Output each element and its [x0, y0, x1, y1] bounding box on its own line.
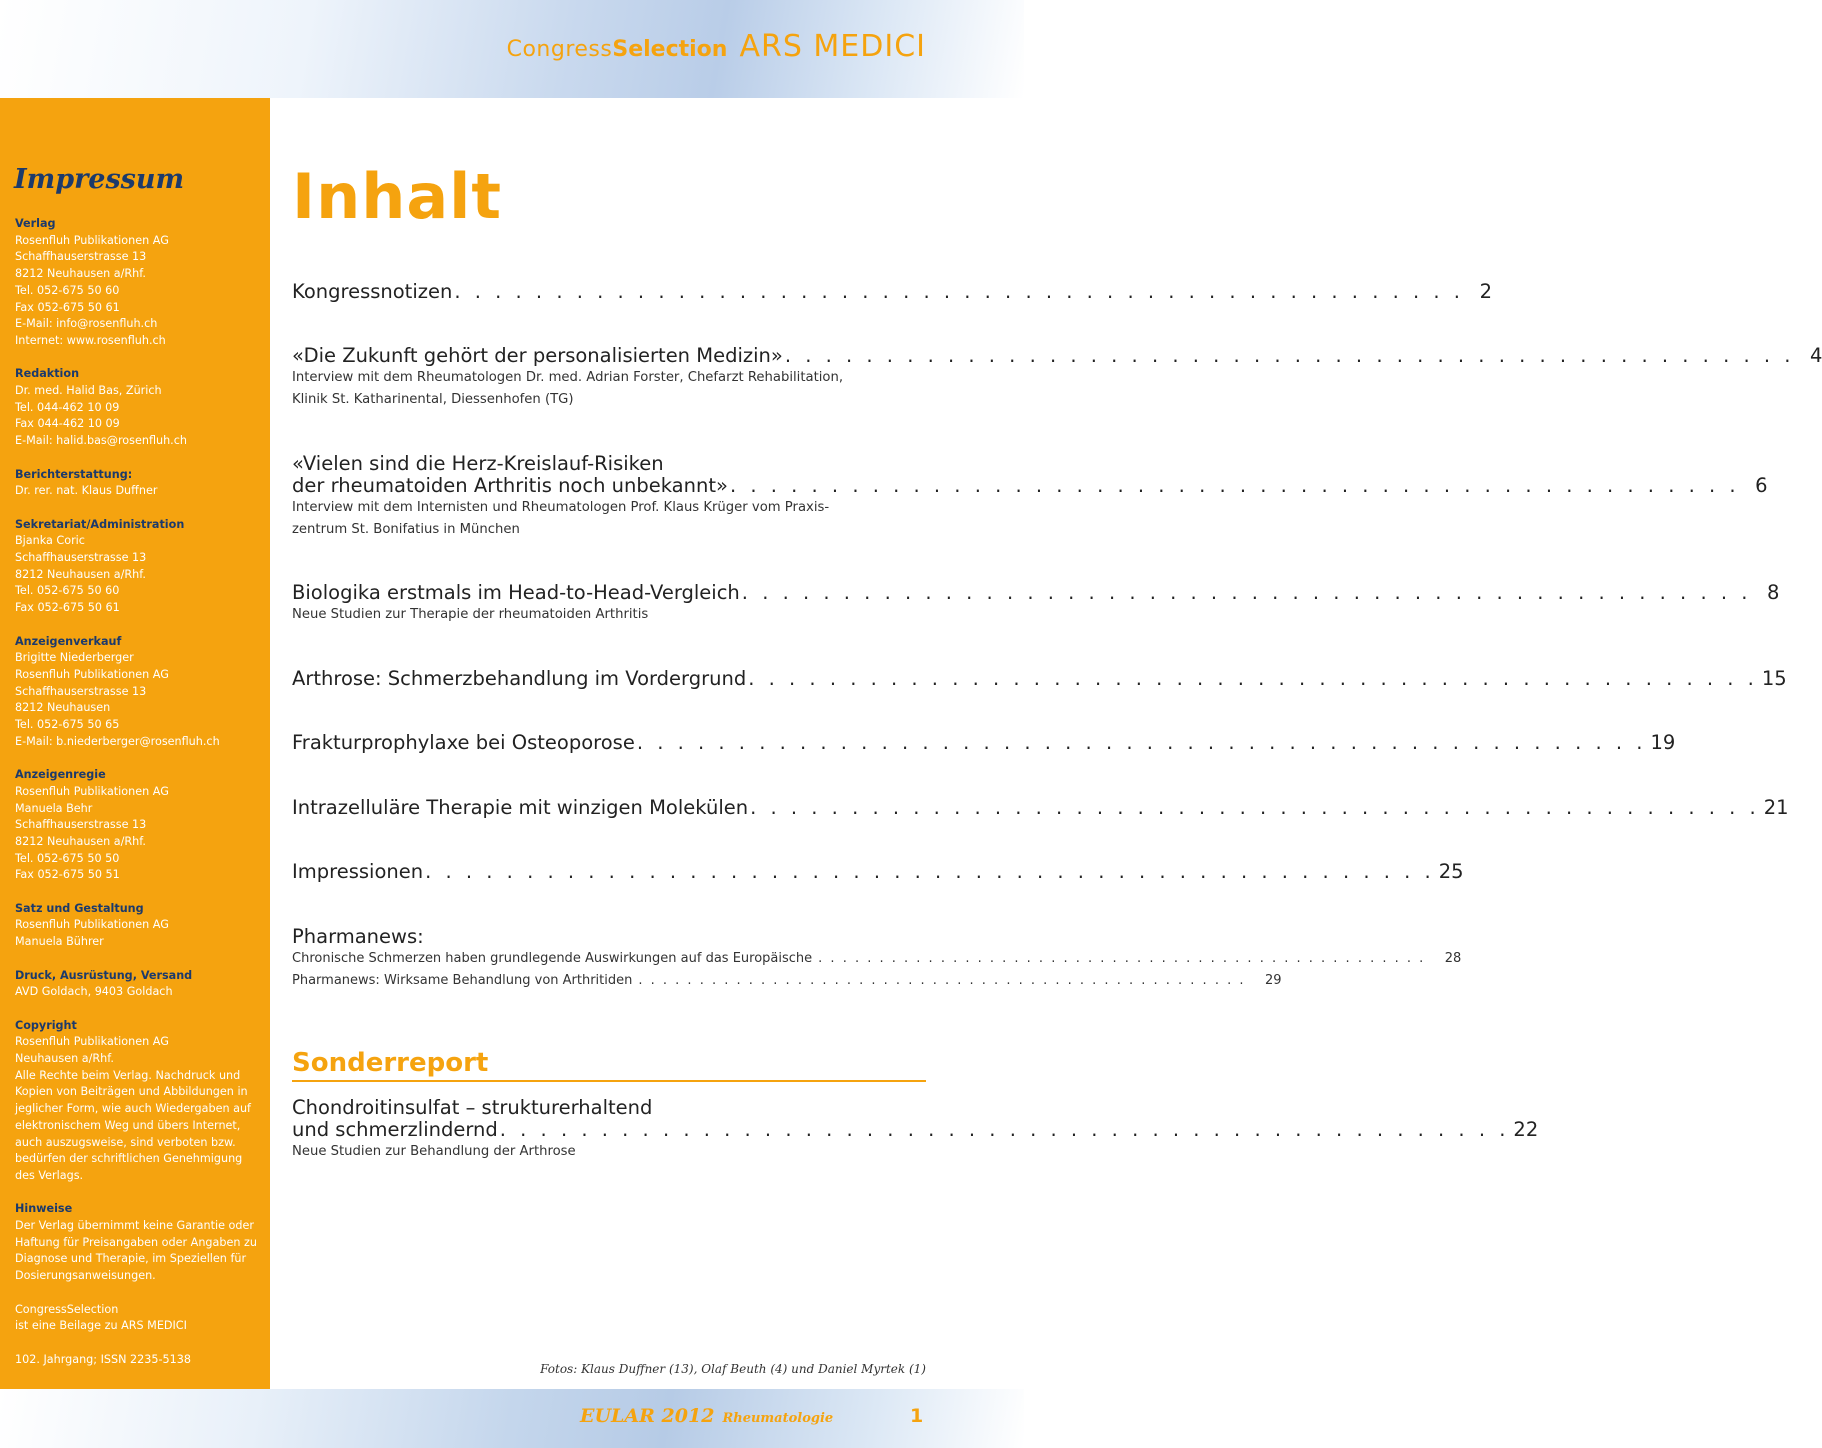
impressum-line: Brigitte Niederberger	[15, 651, 134, 665]
page-number: 1	[910, 1405, 924, 1427]
toc-dots: . . . . . . . . . . . . . . . . . . . . . . . . . . . . . . . . . . . . . . . . . . . . . . . . . .	[748, 667, 1758, 690]
impressum-section	[15, 216, 260, 350]
impressum-section	[15, 517, 260, 617]
toc-entry-page: 21	[1763, 796, 1789, 819]
impressum-line: Tel. 044-462 10 09	[15, 400, 120, 414]
toc-entry-page: 2	[1479, 280, 1492, 303]
toc-entry-title: Kongressnotizen	[292, 280, 453, 303]
toc-entry-title: «Die Zukunft gehört der personalisierten Medizin»	[292, 344, 783, 367]
impressum-section	[15, 634, 260, 751]
toc-entry-page: 22	[1513, 1118, 1539, 1141]
impressum-line: 8212 Neuhausen a/Rhf.	[15, 834, 146, 848]
impressum-section-heading: Druck, Ausrüstung, Versand	[15, 968, 193, 982]
pharmanews-item[interactable]	[292, 948, 1462, 970]
toc-dots: . . . . . . . . . . . . . . . . . . . . . . . . . . . . . . . . . . . . . . . . . . . . . . . . . .	[741, 581, 1752, 604]
impressum-line: AVD Goldach, 9403 Goldach	[15, 985, 173, 999]
impressum-section	[15, 366, 260, 450]
impressum-line: Manuela Bührer	[15, 935, 104, 949]
pharmanews-item-title: Pharmanews: Wirksame Behandlung von Arthritiden	[292, 973, 633, 988]
impressum-section	[15, 968, 260, 1001]
impressum-line: Tel. 052-675 50 65	[15, 718, 120, 732]
impressum-line: Tel. 052-675 50 50	[15, 851, 120, 865]
toc-dots: . . . . . . . . . . . . . . . . . . . . . . . . . . . . . . . . . . . . . . . . . . . . . . . . . .	[636, 731, 1647, 754]
impressum-line: Fax 052-675 50 51	[15, 868, 120, 882]
impressum-section	[15, 901, 260, 951]
pharmanews-heading: Pharmanews:	[292, 925, 424, 948]
impressum-line: Schaffhauserstrasse 13	[15, 250, 147, 264]
toc-dots: . . . . . . . . . . . . . . . . . . . . . . . . . . . . . . . . . . . . . . . . . . . . . . . . . .	[638, 973, 1246, 988]
toc-dots: . . . . . . . . . . . . . . . . . . . . . . . . . . . . . . . . . . . . . . . . . . . . . . . . . .	[729, 474, 1740, 497]
impressum-line: Bjanka Coric	[15, 534, 85, 548]
impressum-section-heading: Anzeigenverkauf	[15, 634, 122, 648]
impressum-line: Schaffhauserstrasse 13	[15, 818, 147, 832]
toc-entry[interactable]	[292, 731, 1676, 754]
footer-band	[0, 1389, 1024, 1448]
toc-entry[interactable]	[292, 581, 1780, 626]
impressum-line: Dr. med. Halid Bas, Zürich	[15, 384, 162, 398]
toc-entry-page: 15	[1761, 667, 1787, 690]
impressum-line: Manuela Behr	[15, 801, 93, 815]
impressum-section-heading: Verlag	[15, 217, 56, 230]
sonderreport-heading: Sonderreport	[292, 1048, 926, 1082]
toc-entry-subtitle: Interview mit dem Rheumatologen Dr. med. Adrian Forster, Chefarzt Rehabilitation,	[292, 370, 844, 385]
impressum-section	[15, 1018, 260, 1185]
toc-entry[interactable]	[292, 667, 1787, 690]
toc-entry[interactable]	[292, 860, 1464, 883]
toc-dots: . . . . . . . . . . . . . . . . . . . . . . . . . . . . . . . . . . . . . . . . . . . . . . . . . .	[454, 280, 1464, 303]
toc-entry-title: Frakturprophylaxe bei Osteoporose	[292, 731, 635, 754]
impressum-section	[15, 467, 260, 500]
brand-ars-medici: ARS MEDICI	[739, 29, 926, 64]
brand-selection: Selection	[612, 37, 728, 62]
toc-entry-page: 4	[1810, 344, 1822, 367]
brand-congress: Congress	[506, 37, 613, 62]
toc-entry[interactable]	[292, 344, 1822, 411]
impressum-line: Rosenfluh Publikationen AG	[15, 784, 169, 798]
toc-entry[interactable]	[292, 796, 1789, 819]
toc-entry-title: Arthrose: Schmerzbehandlung im Vordergrund	[292, 667, 747, 690]
impressum-line: Rosenfluh Publikationen AG	[15, 233, 169, 247]
impressum-line: Schaffhauserstrasse 13	[15, 684, 147, 698]
toc-dots: . . . . . . . . . . . . . . . . . . . . . . . . . . . . . . . . . . . . . . . . . . . . . . . . . .	[499, 1118, 1510, 1141]
impressum-line: 8212 Neuhausen a/Rhf.	[15, 267, 146, 281]
footer-topic: Rheumatologie	[722, 1411, 834, 1426]
impressum-line: 8212 Neuhausen	[15, 701, 111, 715]
toc-entry-title: Chondroitinsulfat – strukturerhaltend	[292, 1096, 653, 1119]
toc-entry-page: 25	[1438, 860, 1464, 883]
impressum-section-heading: Copyright	[15, 1018, 77, 1032]
toc-dots: . . . . . . . . . . . . . . . . . . . . . . . . . . . . . . . . . . . . . . . . . . . . . . . . . .	[750, 796, 1760, 819]
impressum-section	[15, 1201, 260, 1285]
impressum-line: Rosenfluh Publikationen AG	[15, 1035, 169, 1049]
toc-entry-page: 19	[1650, 731, 1676, 754]
toc-entry-title: «Vielen sind die Herz-Kreislauf-Risiken	[292, 452, 664, 475]
sonderreport-entry[interactable]	[292, 1096, 1539, 1163]
pharmanews-section	[292, 925, 1462, 992]
impressum-paragraph: Der Verlag übernimmt keine Garantie oder Haftung für Preisangaben oder Angaben zu Diagnose und Therapie, im Speziellen für Dosierungsanweisungen.	[15, 1219, 257, 1283]
impressum-paragraph: Alle Rechte beim Verlag. Nachdruck und Kopien von Beiträgen und Abbildungen in jeglicher Form, wie auch Wiedergaben auf elektronischem Weg und übers Internet, auch auszugsweise, sind verboten bzw. bedürfen der schriftlichen Genehmigung des Verlags.	[15, 1068, 251, 1182]
impressum-line: Tel. 052-675 50 60	[15, 584, 120, 598]
impressum-line: Rosenfluh Publikationen AG	[15, 667, 169, 681]
impressum-section-heading: Redaktion	[15, 367, 80, 381]
impressum-section-heading: Satz und Gestaltung	[15, 901, 144, 915]
impressum-line: 102. Jahrgang; ISSN 2235-5138	[15, 1352, 191, 1366]
brand-logo	[507, 28, 926, 62]
toc-entry-title: Impressionen	[292, 860, 424, 883]
toc-entry-title: der rheumatoiden Arthritis noch unbekannt»	[292, 474, 728, 497]
impressum-line: Schaffhauserstrasse 13	[15, 551, 147, 565]
impressum-line: Dr. rer. nat. Klaus Duffner	[15, 484, 158, 498]
impressum-section	[15, 1302, 260, 1335]
toc-entry-title: Intrazelluläre Therapie mit winzigen Molekülen	[292, 796, 749, 819]
footer-title	[580, 1405, 833, 1427]
impressum-sidebar	[0, 98, 270, 1389]
photo-credits: Fotos: Klaus Duffner (13), Olaf Beuth (4) und Daniel Myrtek (1)	[540, 1362, 926, 1376]
toc-entry-page: 8	[1767, 581, 1780, 604]
impressum-body	[15, 216, 260, 1385]
toc-entry-title: Biologika erstmals im Head-to-Head-Vergleich	[292, 581, 740, 604]
toc-entry-subtitle: Interview mit dem Internisten und Rheumatologen Prof. Klaus Krüger vom Praxis-	[292, 500, 830, 515]
impressum-section-heading: Berichterstattung:	[15, 467, 133, 481]
impressum-line: Fax 052-675 50 61	[15, 601, 120, 615]
footer-event: EULAR 2012	[580, 1405, 715, 1427]
impressum-section-heading: Hinweise	[15, 1202, 73, 1216]
toc-dots: . . . . . . . . . . . . . . . . . . . . . . . . . . . . . . . . . . . . . . . . . . . . . . . . . .	[425, 860, 1435, 883]
impressum-section	[15, 1352, 260, 1369]
toc-entry-title: und schmerzlindernd	[292, 1118, 498, 1141]
impressum-line: ist eine Beilage zu ARS MEDICI	[15, 1319, 187, 1333]
toc-entry-subtitle: Neue Studien zur Behandlung der Arthrose	[292, 1144, 576, 1159]
toc-entry-subtitle: Neue Studien zur Therapie der rheumatoiden Arthritis	[292, 607, 649, 622]
toc-dots: . . . . . . . . . . . . . . . . . . . . . . . . . . . . . . . . . . . . . . . . . . . . . . . . . .	[784, 344, 1795, 367]
impressum-line: E-Mail: b.niederberger@rosenfluh.ch	[15, 734, 220, 748]
pharmanews-item[interactable]	[292, 970, 1282, 992]
toc-entry[interactable]	[292, 452, 1768, 541]
pharmanews-item-title: Chronische Schmerzen haben grundlegende Auswirkungen auf das Europäische	[292, 951, 813, 966]
impressum-section-heading: Anzeigenregie	[15, 768, 106, 782]
impressum-section	[15, 767, 260, 884]
impressum-line: Internet: www.rosenfluh.ch	[15, 333, 166, 347]
pharmanews-item-page: 29	[1264, 973, 1282, 988]
toc-entry[interactable]	[292, 280, 1492, 303]
impressum-line: CongressSelection	[15, 1302, 119, 1316]
impressum-line: Fax 052-675 50 61	[15, 300, 120, 314]
page-title: Inhalt	[292, 160, 503, 233]
impressum-line: Fax 044-462 10 09	[15, 417, 120, 431]
impressum-line: E-Mail: halid.bas@rosenfluh.ch	[15, 434, 187, 448]
impressum-section-heading: Sekretariat/Administration	[15, 517, 185, 531]
toc-entry-subtitle: Klinik St. Katharinental, Diessenhofen (TG)	[292, 392, 574, 407]
toc-entry-page: 6	[1755, 474, 1768, 497]
impressum-title: Impressum	[14, 164, 185, 195]
pharmanews-item-page: 28	[1444, 951, 1462, 966]
impressum-line: 8212 Neuhausen a/Rhf.	[15, 567, 146, 581]
impressum-line: Tel. 052-675 50 60	[15, 283, 120, 297]
toc-dots: . . . . . . . . . . . . . . . . . . . . . . . . . . . . . . . . . . . . . . . . . . . . . . . . . .	[818, 951, 1426, 966]
impressum-line: E-Mail: info@rosenfluh.ch	[15, 317, 158, 331]
impressum-line: Neuhausen a/Rhf.	[15, 1052, 114, 1066]
impressum-line: Rosenfluh Publikationen AG	[15, 918, 169, 932]
toc-entry-subtitle: zentrum St. Bonifatius in München	[292, 522, 520, 537]
